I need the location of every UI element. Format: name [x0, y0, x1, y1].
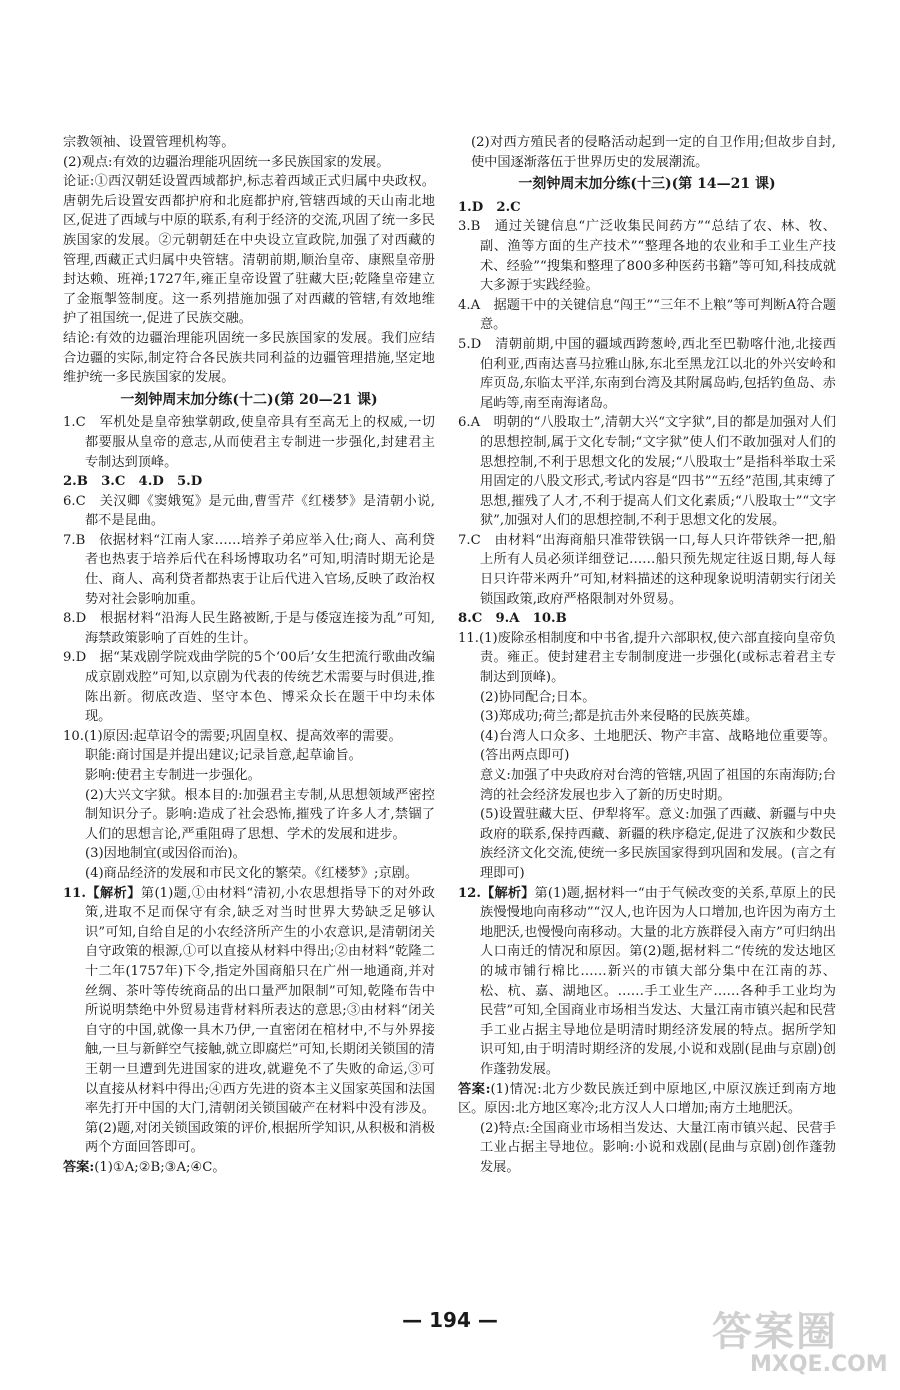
question-item: 1.D 2.C: [458, 199, 521, 215]
analysis-tag: 11.【解析】: [63, 885, 141, 901]
answer-tag: 答案:: [63, 1159, 95, 1175]
question-item: 2.B 3.C 4.D 5.D: [63, 474, 203, 490]
watermark-url: MXQE.COM: [750, 1352, 888, 1377]
text-paragraph: (2)对西方殖民者的侵略活动起到一定的自卫作用;但故步自封,使中国逐渐落伍于世界历史的发展潮流。: [471, 135, 836, 170]
question-item: 8.D 根据材料“沿海人民生路被断,于是与倭寇连接为乱”可知,海禁政策影响了百姓的生计。: [63, 611, 435, 646]
text-paragraph: (2)观点:有效的边疆治理能巩固统一多民族国家的发展。: [63, 154, 390, 170]
question-item: 7.C 由材料“出海商船只准带铁锅一口,每人只许带铁斧一把,船上所有人员必须详细登记……船只预先规定往返日期,每人每日只许带米两升”可知,材料描述的这种现象说明清朝实行闭关锁国政策,政府严格限制对外贸易。: [458, 532, 836, 607]
analysis-text: 第(1)题,①由材料“清初,小农思想指导下的对外政策,进取不足而保守有余,缺乏对当时世界大势缺乏足够认识”可知,自给自足的小农经济所产生的小农意识,是清朝闭关自守政策的根源,①可以直接从材料中得出;②由材料“乾隆二十二年(1757年)下令,指定外国商船只在广州一地通商,并对丝绸、茶叶等传统商品的出口量严加限制”可知,乾隆布告中所说明禁绝中外贸易违背材料所表达的意思;③由材料“闭关自守的中国,就像一具木乃伊,一直密闭在棺材中,不与外界接触,一旦与新鲜空气接触,就立即腐烂”可知,长期闭关锁国的清王朝一旦遭到先进国家的进攻,就避免不了失败的命运,③可以直接从材料中得出;④西方先进的资本主义国家英国和法国率先打开中国的大门,清朝闭关锁国破产在材料中没有涉及。第(2)题,对闭关锁国政策的评价,根据所学知识,从积极和消极两个方面回答即可。: [85, 885, 435, 1156]
question-subitem: (3)因地制宜(或因俗而治)。: [85, 846, 246, 862]
text-paragraph: 论证:①西汉朝廷设置西域都护,标志着西域正式归属中央政权。唐朝先后设置安西都护府和北庭都护府,管辖西域的天山南北地区,促进了西域与中原的联系,有利于经济的交流,巩固了统一多民族国家的发展。②元朝朝廷在中央设立宣政院,加强了对西藏的管理,西藏正式归属中央管辖。清朝前期,顺治皇帝、康熙皇帝册封达赖、班禅;1727年,雍正皇帝设置了驻藏大臣;乾隆皇帝建立了金瓶掣签制度。这一系列措施加强了对西藏的管辖,有效地维护了祖国统一,促进了民族交融。: [63, 174, 435, 327]
page-number: — 194 —: [402, 1308, 498, 1332]
answer-text: (1)①A;②B;③A;④C。: [94, 1159, 226, 1175]
question-subitem: 影响:使君主专制进一步强化。: [85, 768, 261, 783]
text-paragraph: 结论:有效的边疆治理能巩固统一多民族国家的发展。我们应结合边疆的实际,制定符合各民族共同利益的边疆管理措施,坚定地维护统一多民族国家的发展。: [63, 330, 435, 386]
answer-line: [63, 1158, 435, 1178]
question-subitem: (4)台湾人口众多、土地肥沃、物产丰富、战略地位重要等。(答出两点即可): [480, 728, 836, 764]
watermark-logo: [712, 1300, 892, 1385]
question-subitem: (5)设置驻藏大臣、伊犁将军。意义:加强了西藏、新疆与中央政府的联系,保持西藏、新疆的秩序稳定,促进了汉族和少数民族经济文化交流,使统一多民族国家得到巩固和发展。(言之有理即可): [480, 807, 836, 881]
question-item: 11.(1)废除丞相制度和中书省,提升六部职权,使六部直接向皇帝负责。雍正。使封建君主专制制度进一步强化(或标志着君主专制达到顶峰)。: [458, 630, 836, 686]
analysis-text: 第(1)题,据材料一“由于气候改变的关系,草原上的民族慢慢地向南移动”“汉人,也许因为人口增加,也许因为南方土地肥沃,也慢慢向南移动。大量的北方族群侵入南方”可归纳出人口南迁的情况和原因。第(2)题,据材料二“传统的发达地区的城市铺行棉比……新兴的市镇大部分集中在江南的苏、松、杭、嘉、湖地区。……手工业生产……各种手工业均为民营”可知,全国商业市场相当发达、大量江南市镇兴起和民营手工业占据主导地位是明清时期经济发展的特点。据所学知识可知,由于明清时期经济的发展,小说和戏剧(昆曲与京剧)创作蓬勃发展。: [480, 885, 836, 1077]
question-subitem: 职能:商讨国是并提出建议;记录旨意,起草谕旨。: [85, 748, 362, 764]
question-item: 5.D 清朝前期,中国的疆域西跨葱岭,西北至巴勒喀什池,北接西伯利亚,西南达喜马拉雅山脉,东北至黑龙江以北的外兴安岭和库页岛,东临太平洋,东南到台湾及其附属岛屿,包括钓鱼岛、赤尾屿等,南至南海诸岛。: [458, 336, 836, 411]
question-item: 3.B 通过关键信息“广泛收集民间药方”“总结了农、林、牧、副、渔等方面的生产技术”“整理各地的农业和手工业生产技术、经验”“搜集和整理了800多种医药书籍”等可知,科技成就大多源于实践经验。: [458, 219, 836, 294]
left-column: [63, 133, 435, 1177]
question-item: 9.D 据“某戏剧学院戏曲学院的5个‘00后’女生把流行歌曲改编成京剧戏腔”可知,以京剧为代表的传统艺术需要与时俱进,推陈出新。彻底改造、坚守本色、博采众长在题干中均未体现。: [63, 650, 435, 725]
watermark-text: 答案圈: [712, 1309, 838, 1355]
question-item: [63, 884, 435, 1158]
section-heading: 一刻钟周末加分练(十三)(第 14—21 课): [518, 176, 776, 193]
question-item: 6.C 关汉卿《窦娥冤》是元曲,曹雪芹《红楼梦》是清朝小说,都不是昆曲。: [63, 493, 435, 529]
question-subitem: (2)特点:全国商业市场相当发达、大量江南市镇兴起、民营手工业占据主导地位。影响:小说和戏剧(昆曲与京剧)创作蓬勃发展。: [480, 1120, 836, 1175]
question-item: [458, 884, 836, 1080]
question-subitem: (4)商品经济的发展和市民文化的繁荣。《红楼梦》;京剧。: [85, 865, 419, 881]
question-item: 4.A 据题干中的关键信息“闯王”“三年不上粮”等可判断A符合题意。: [458, 297, 836, 333]
question-subitem: 意义:加强了中央政府对台湾的管辖,巩固了祖国的东南海防;台湾的社会经济发展也步入了新的历史时期。: [480, 768, 836, 803]
right-column: [458, 133, 836, 1177]
question-subitem: (2)协同配合;日本。: [480, 689, 596, 705]
analysis-tag: 12.【解析】: [458, 885, 535, 901]
question-item: 6.A 明朝的“八股取士”,清朝大兴“文字狱”,目的都是加强对人们的思想控制,属于文化专制;“文字狱”使人们不敢加强对人们的思想控制,不利于思想文化的发展;“八股取士”是指科举取士采用固定的八股文形式,考试内容是“四书”“五经”范围,其束缚了思想,摧残了人才,不利于提高人们文化素质;“八股取士”“文字狱”,加强对人们的思想控制,不利于思想文化的发展。: [458, 415, 836, 529]
answer-text: (1)情况:北方少数民族迁到中原地区,中原汉族迁到南方地区。原因:北方地区寒冷;北方汉人人口增加;南方土地肥沃。: [458, 1081, 836, 1117]
question-subitem: (2)大兴文字狱。根本目的:加强君主专制,从思想领域严密控制知识分子。影响:造成了社会恐怖,摧残了许多人才,禁锢了人们的思想言论,严重阻碍了思想、学术的发展和进步。: [85, 787, 435, 842]
question-subitem: (3)郑成功;荷兰;都是抗击外来侵略的民族英雄。: [480, 709, 759, 725]
answer-line: [458, 1080, 836, 1119]
section-heading: 一刻钟周末加分练(十二)(第 20—21 课): [120, 391, 378, 408]
question-item: 7.B 依据材料“江南人家……培养子弟应举入仕;商人、高利贷者也热衷于培养后代在科场博取功名”可知,明清时期无论是仕、商人、高利贷者都热衷于让后代进入官场,反映了政治权势对社会影响加重。: [63, 532, 435, 607]
question-item: 8.C 9.A 10.B: [458, 611, 567, 627]
question-item: 10.(1)原因:起草诏令的需要;巩固皇权、提高效率的需要。: [63, 728, 402, 744]
answer-tag: 答案:: [458, 1081, 491, 1097]
question-item: 1.C 军机处是皇帝独掌朝政,使皇帝具有至高无上的权威,一切都要服从皇帝的意志,从而使君主专制进一步强化,封建君主专制达到顶峰。: [63, 415, 435, 470]
text-line: 宗教领袖、设置管理机构等。: [63, 135, 235, 150]
